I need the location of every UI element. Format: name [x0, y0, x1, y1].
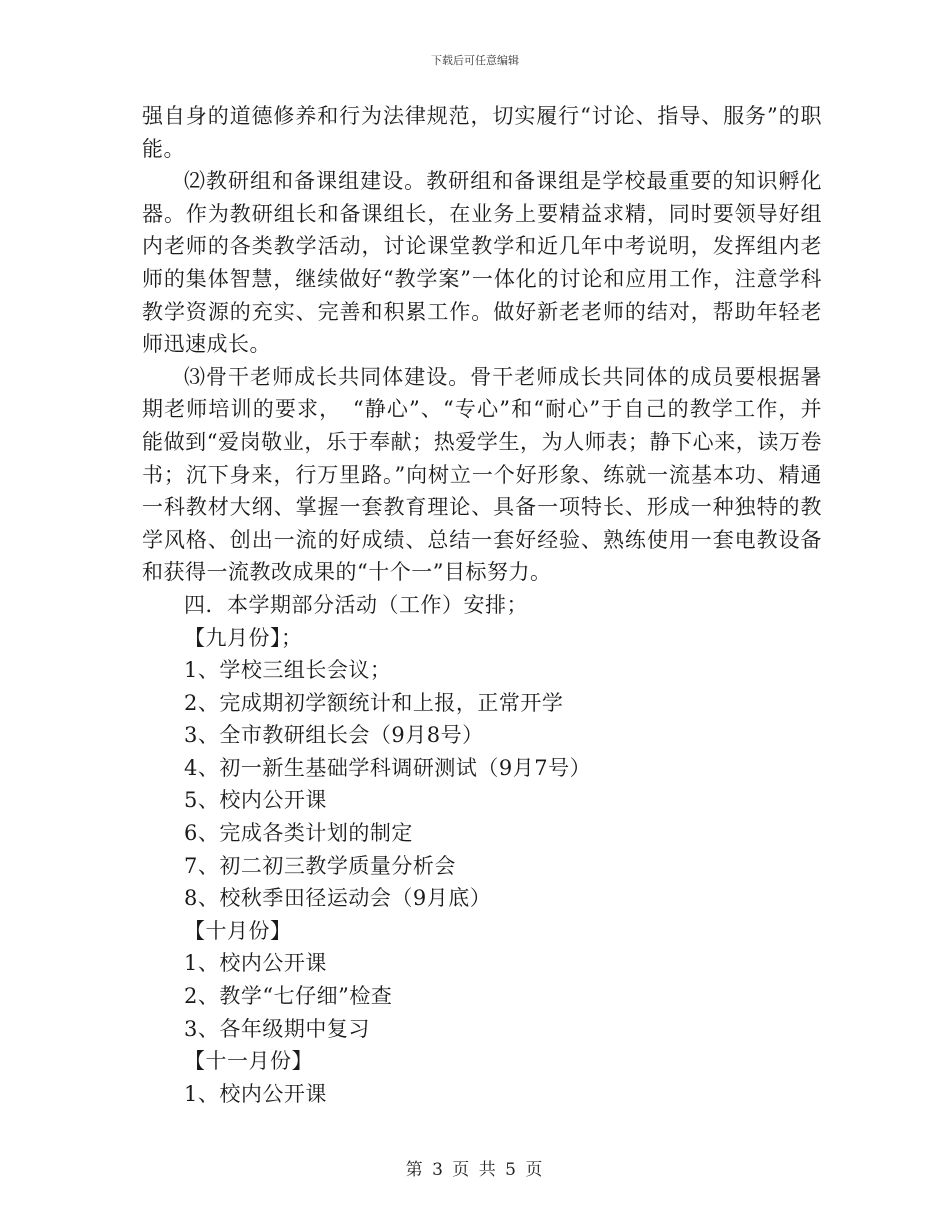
paragraph-section-2: ⑵教研组和备课组建设。教研组和备课组是学校最重要的知识孵化器。作为教研组长和备课组长，在业务上要精益求精，同时要领导好组内老师的各类教学活动，讨论课堂教学和近几年中考说明，发挥组内老师的集体智慧，继续做好“教学案”一体化的讨论和应用工作，注意学科教学资源的充实、完善和积累工作。做好新老老师的结对，帮助年轻老师迅速成长。: [142, 169, 822, 357]
page-header: 下载后可任意编辑: [431, 54, 519, 67]
list-item: 5、校内公开课: [184, 788, 327, 813]
list-item: 3、各年级期中复习: [184, 1016, 370, 1041]
month-heading-november: 【十一月份】: [184, 1049, 313, 1074]
list-item: 6、完成各类计划的制定: [184, 821, 413, 846]
list-item: 4、初一新生基础学科调研测试（9月7号）: [184, 755, 592, 780]
list-item: 2、教学“七仔细”检查: [184, 984, 393, 1009]
list-item: 8、校秋季田径运动会（9月底）: [184, 886, 492, 911]
page-footer: 第 3 页 共 5 页: [405, 1160, 545, 1180]
paragraph-continuation: 强自身的道德修养和行为法律规范，切实履行“讨论、指导、服务”的职能。: [142, 104, 822, 161]
month-heading-october: 【十月份】: [184, 918, 292, 943]
paragraph-section-3: ⑶骨干老师成长共同体建设。骨干老师成长共同体的成员要根据暑期老师培训的要求， “静心”、“专心”和“耐心”于自己的教学工作，并能做到“爱岗敬业，乐于奉献；热爱学生，为人师表；静下心来，读万卷书；沉下身来，行万里路。”向树立一个好形象、练就一流基本功、精通一科教材大纲、掌握一套教育理论、具备一项特长、形成一种独特的教学风格、创出一流的好成绩、总结一套好经验、熟练使用一套电教设备和获得一流教改成果的“十个一”目标努力。: [142, 364, 822, 585]
list-item: 1、校内公开课: [184, 1081, 327, 1106]
list-item: 3、全市教研组长会（9月8号）: [184, 723, 484, 748]
list-item: 1、学校三组长会议；: [184, 658, 392, 683]
month-heading-september: 【九月份】；: [184, 625, 303, 650]
list-item: 2、完成期初学额统计和上报，正常开学: [184, 690, 564, 715]
document-body: [142, 100, 822, 1110]
list-item: 1、校内公开课: [184, 951, 327, 976]
list-item: 7、初二初三教学质量分析会: [184, 853, 456, 878]
section-heading: 四．本学期部分活动（工作）安排；: [184, 592, 528, 617]
